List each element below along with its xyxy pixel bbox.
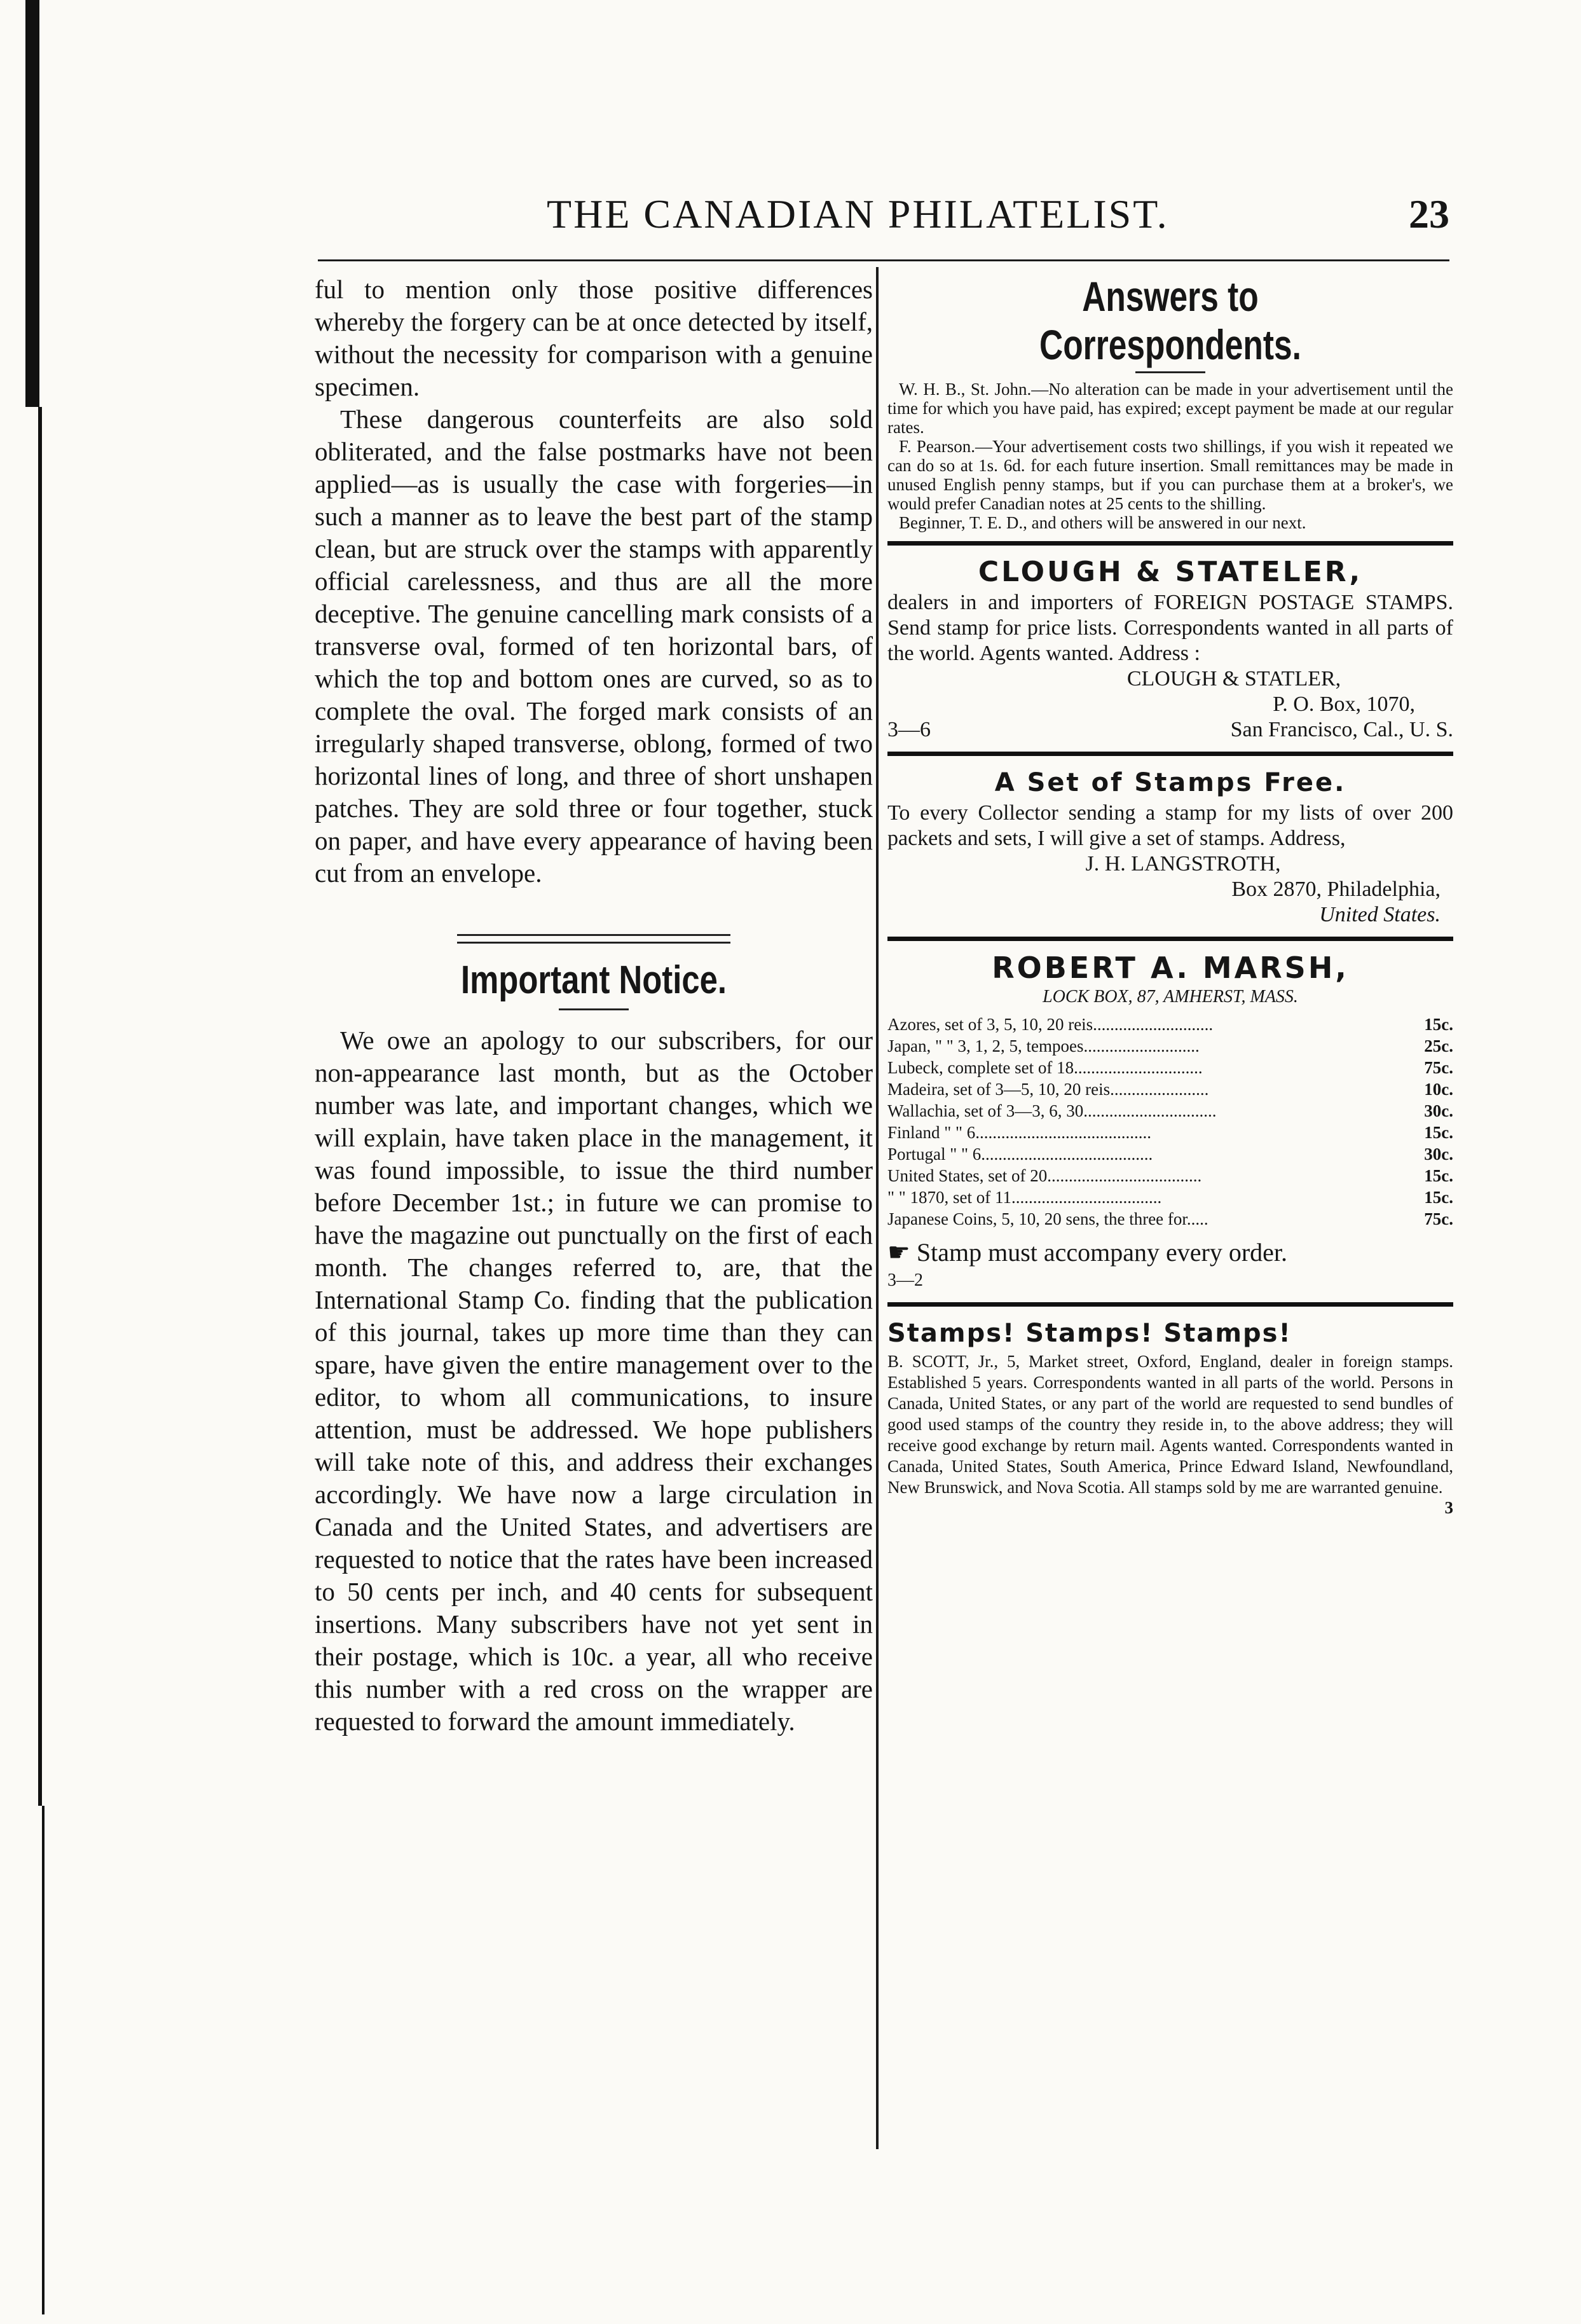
price-item: Wallachia, set of 3—3, 6, 30............................... — [887, 1101, 1217, 1120]
heading-underline — [1135, 371, 1205, 373]
price-item: Japanese Coins, 5, 10, 20 sens, the three for..... — [887, 1209, 1208, 1228]
price-row — [887, 1186, 1453, 1208]
clough-stateler-ad — [887, 554, 1453, 743]
heading-underline — [559, 1008, 629, 1010]
order-footnote — [887, 1237, 1453, 1268]
ad-address-city: San Francisco, Cal., U. S. — [1230, 718, 1453, 741]
price-item: Madeira, set of 3—5, 10, 20 reis....................... — [887, 1080, 1209, 1099]
binding-edge-mark — [38, 407, 42, 1806]
price-item: Portugal " " 6........................................ — [887, 1145, 1153, 1164]
price-row — [887, 1057, 1453, 1078]
footnote-text: Stamp must accompany every order. — [916, 1238, 1288, 1267]
price-item: Azores, set of 3, 5, 10, 20 reis............................ — [887, 1015, 1214, 1034]
ad-text: B. SCOTT, Jr., 5, Market street, Oxford, England, dealer in foreign stamps. Established 5 years. Correspondents wanted in all parts of the world. Persons in Canada, United States, or any part of the world are requested to send bundles of good used stamps of the country they reside in, to the above address; they will receive good exchange by return mail. Agents wanted. Correspondents wanted in Canada, United States, South America, Prince Edward Island, Newfoundland, New Brunswick, and Nova Scotia. All stamps sold by me are warranted genuine. — [887, 1352, 1453, 1497]
robert-marsh-ad — [887, 950, 1453, 1293]
page-title: THE CANADIAN PHILATELIST. — [547, 191, 1169, 237]
price-row — [887, 1035, 1453, 1057]
price-value: 15c. — [1424, 1166, 1453, 1185]
important-notice-section — [315, 934, 873, 1738]
price-row — [887, 1078, 1453, 1100]
binding-edge-mark — [42, 1806, 44, 2314]
section-double-rule — [457, 934, 730, 944]
binding-edge-mark — [25, 0, 39, 407]
price-item: Lubeck, complete set of 18.............................. — [887, 1058, 1203, 1077]
ad-separator-rule — [887, 541, 1453, 546]
continued-paragraph: ful to mention only those positive differences whereby the forgery can be at once detected by itself, without the necessity for comparison with a genuine specimen. — [315, 275, 873, 401]
ad-separator-rule — [887, 1302, 1453, 1307]
price-value: 15c. — [1424, 1015, 1453, 1034]
ad-text: dealers in and importers of FOREIGN POSTAGE STAMPS. Send stamp for price lists. Correspondents wanted in all parts of the world. Agents wanted. Address : — [887, 591, 1453, 665]
price-list — [887, 1014, 1453, 1230]
ad-heading: Stamps! Stamps! Stamps! — [887, 1319, 1292, 1348]
ad-separator-rule — [887, 937, 1453, 941]
ad-text: To every Collector sending a stamp for my lists of over 200 packets and sets, I will give a set of stamps. Address, — [887, 801, 1453, 850]
right-column — [887, 273, 1453, 1517]
price-value: 25c. — [1424, 1036, 1453, 1055]
ad-separator-rule — [887, 752, 1453, 756]
price-value: 10c. — [1424, 1080, 1453, 1099]
price-row — [887, 1208, 1453, 1230]
column-divider — [876, 267, 879, 2149]
price-value: 30c. — [1424, 1101, 1453, 1120]
ad-address-box: P. O. Box, 1070, — [1273, 692, 1415, 716]
ad-address-name: J. H. LANGSTROTH, — [1085, 852, 1281, 876]
header-rule — [318, 259, 1449, 261]
price-item: " " 1870, set of 11................................... — [887, 1188, 1162, 1207]
left-column — [315, 273, 873, 1738]
ad-address-name: CLOUGH & STATLER, — [1126, 667, 1341, 691]
ad-subheading: LOCK BOX, 87, AMHERST, MASS. — [1043, 987, 1298, 1007]
price-row — [887, 1143, 1453, 1165]
price-row — [887, 1014, 1453, 1035]
scott-ad — [887, 1316, 1453, 1517]
ad-ref-number: 3 — [1444, 1498, 1453, 1517]
ad-heading: CLOUGH & STATELER, — [978, 556, 1363, 588]
price-value: 75c. — [1424, 1209, 1453, 1228]
important-notice-text: We owe an apology to our subscribers, for our non-appearance last month, but as the October number was late, and important changes, which we will explain, have taken place in the management, it was found impossible, to issue the third number before December 1st.; in future we can promise to have the magazine out punctually on the first of each month. The changes referred to, are, that the International Stamp Co. finding that the publication of this journal, takes up more time than they can spare, have given the entire management over to the editor, to whom all communications, to insure attention, must be addressed. We hope publishers will take note of this, and address their exchanges accordingly. We have now a large circulation in Canada and the United States, and advertisers are requested to notice that the rates have been increased to 50 cents per inch, and 40 cents for subsequent insertions. Many subscribers have not yet sent in their postage, which is 10c. a year, all who receive this number with a red cross on the wrapper are requested to forward the amount immediately. — [315, 1026, 873, 1736]
price-value: 15c. — [1424, 1188, 1453, 1207]
pointing-hand-icon: ☛ — [887, 1238, 910, 1267]
page-number: 23 — [1409, 191, 1449, 237]
important-notice-heading: Important Notice. — [460, 958, 727, 1002]
price-value: 75c. — [1424, 1058, 1453, 1077]
ad-ref-row — [887, 717, 1453, 743]
price-row — [887, 1165, 1453, 1186]
page-header — [318, 191, 1449, 261]
ad-ref-number: 3—2 — [887, 1270, 923, 1290]
price-item: United States, set of 20.................................... — [887, 1166, 1202, 1185]
answer-item: F. Pearson.—Your advertisement costs two shillings, if you wish it repeated we can do so at 1s. 6d. for each future insertion. Small remittances may be made in unused English penny stamps, but if you can purchase them at a broker's, we would prefer Canadian notes at 25 cents to the shilling. — [887, 437, 1453, 513]
price-item: Finland " " 6......................................... — [887, 1123, 1152, 1142]
price-row — [887, 1100, 1453, 1122]
price-value: 30c. — [1424, 1145, 1453, 1164]
answer-item: Beginner, T. E. D., and others will be answered in our next. — [899, 513, 1306, 532]
price-row — [887, 1122, 1453, 1143]
price-value: 15c. — [1424, 1123, 1453, 1142]
langstroth-ad — [887, 765, 1453, 928]
answers-heading: Answers to Correspondents. — [1039, 273, 1301, 368]
ad-address-box: Box 2870, Philadelphia, — [1231, 877, 1441, 901]
ad-heading: A Set of Stamps Free. — [994, 768, 1346, 797]
ad-ref-number: 3—6 — [887, 718, 931, 741]
answer-item: W. H. B., St. John.—No alteration can be made in your advertisement until the time for which you have paid, has expired; except payment be made at our regular rates. — [887, 380, 1453, 437]
ad-address-country: United States. — [1319, 903, 1441, 926]
counterfeits-paragraph: These dangerous counterfeits are also sold obliterated, and the false postmarks have not been applied—as is usually the case with forgeries—in such a manner as to leave the best part of the stamp clean, but are struck over the stamps with apparently official carelessness, and thus are all the more deceptive. The genuine cancelling mark consists of a transverse oval, formed of ten horizontal bars, of which the top and bottom ones are curved, so as to complete the oval. The forged mark consists of an irregularly shaped transverse, oblong, formed of two horizontal lines of long, and three of short unshapen patches. They are sold three or four together, stuck on paper, and have every appearance of having been cut from an envelope. — [315, 404, 873, 888]
price-item: Japan, " " 3, 1, 2, 5, tempoes........................... — [887, 1036, 1200, 1055]
ad-heading: ROBERT A. MARSH, — [992, 951, 1349, 985]
